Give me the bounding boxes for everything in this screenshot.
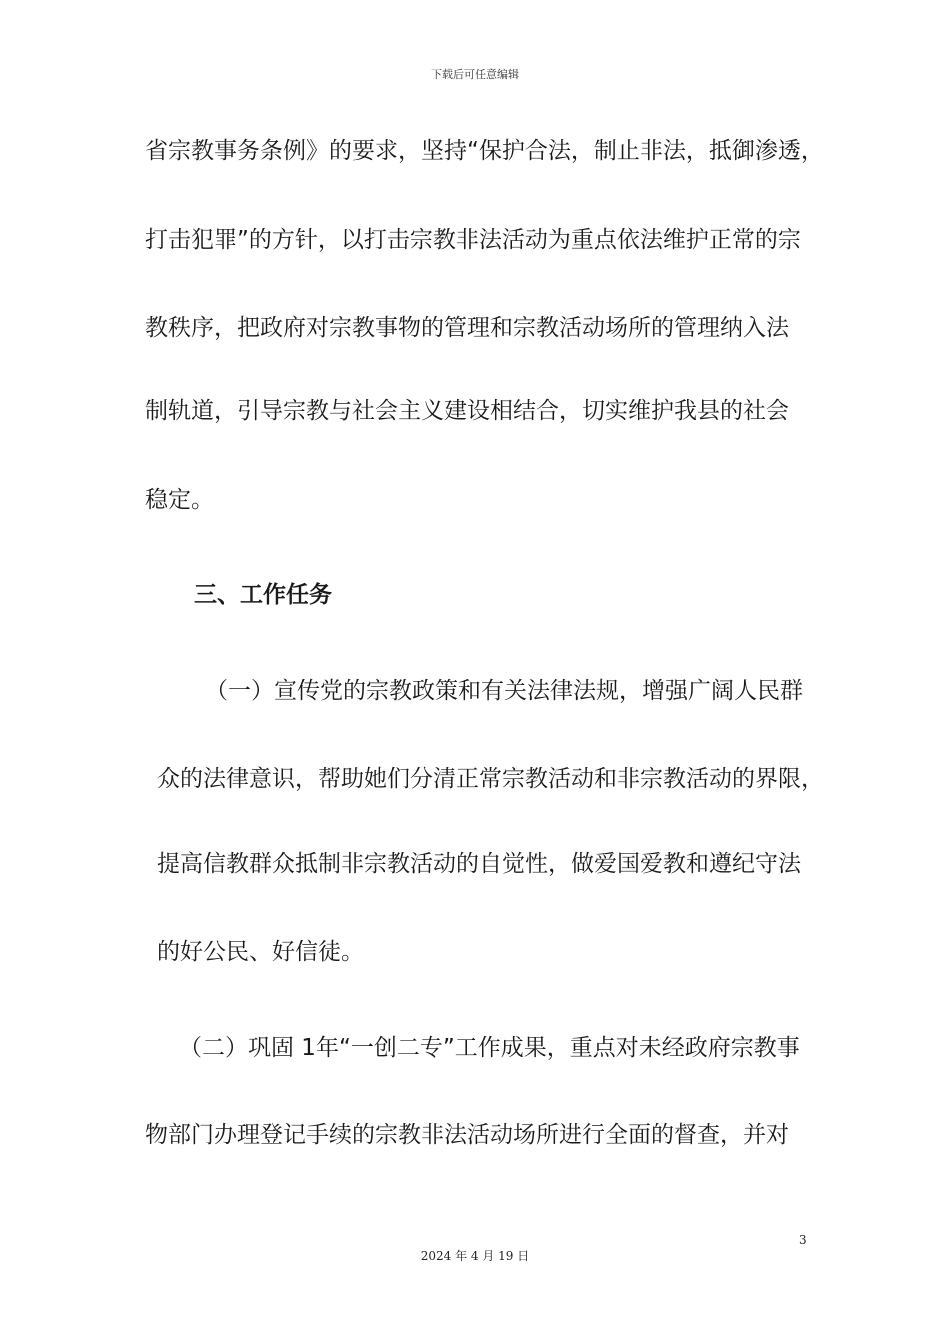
paragraph-line: 提高信教群众抵制非宗教活动的自觉性，做爱国爱教和遵纪守法 (157, 851, 801, 877)
page-header: 下载后可任意编辑 (431, 68, 519, 81)
paragraph-line: 教秩序，把政府对宗教事物的管理和宗教活动场所的管理纳入法 (145, 315, 789, 341)
footer-date: 2024 年 4 月 19 日 (420, 1249, 530, 1263)
paragraph-line: 打击犯罪”的方针，以打击宗教非法活动为重点依法维护正常的宗 (145, 227, 801, 253)
paragraph-line: 物部门办理登记手续的宗教非法活动场所进行全面的督查，并对 (145, 1122, 789, 1148)
paragraph-line: 的好公民、好信徒。 (157, 939, 364, 965)
paragraph-line: （一）宣传党的宗教政策和有关法律法规，增强广阔人民群 (205, 678, 803, 704)
paragraph-line: （二）巩固 1年“一创二专”工作成果，重点对未经政府宗教事 (179, 1035, 800, 1061)
paragraph-line: 制轨道，引导宗教与社会主义建设相结合，切实维护我县的社会 (145, 398, 789, 424)
page-number: 3 (799, 1233, 807, 1247)
paragraph-line: 省宗教事务条例》的要求，坚持“保护合法，制止非法，抵御渗透， (145, 138, 824, 164)
paragraph-line: 稳定。 (145, 487, 214, 513)
paragraph-line: 众的法律意识，帮助她们分清正常宗教活动和非宗教活动的界限， (157, 766, 824, 792)
section-heading: 三、工作任务 (194, 582, 332, 608)
